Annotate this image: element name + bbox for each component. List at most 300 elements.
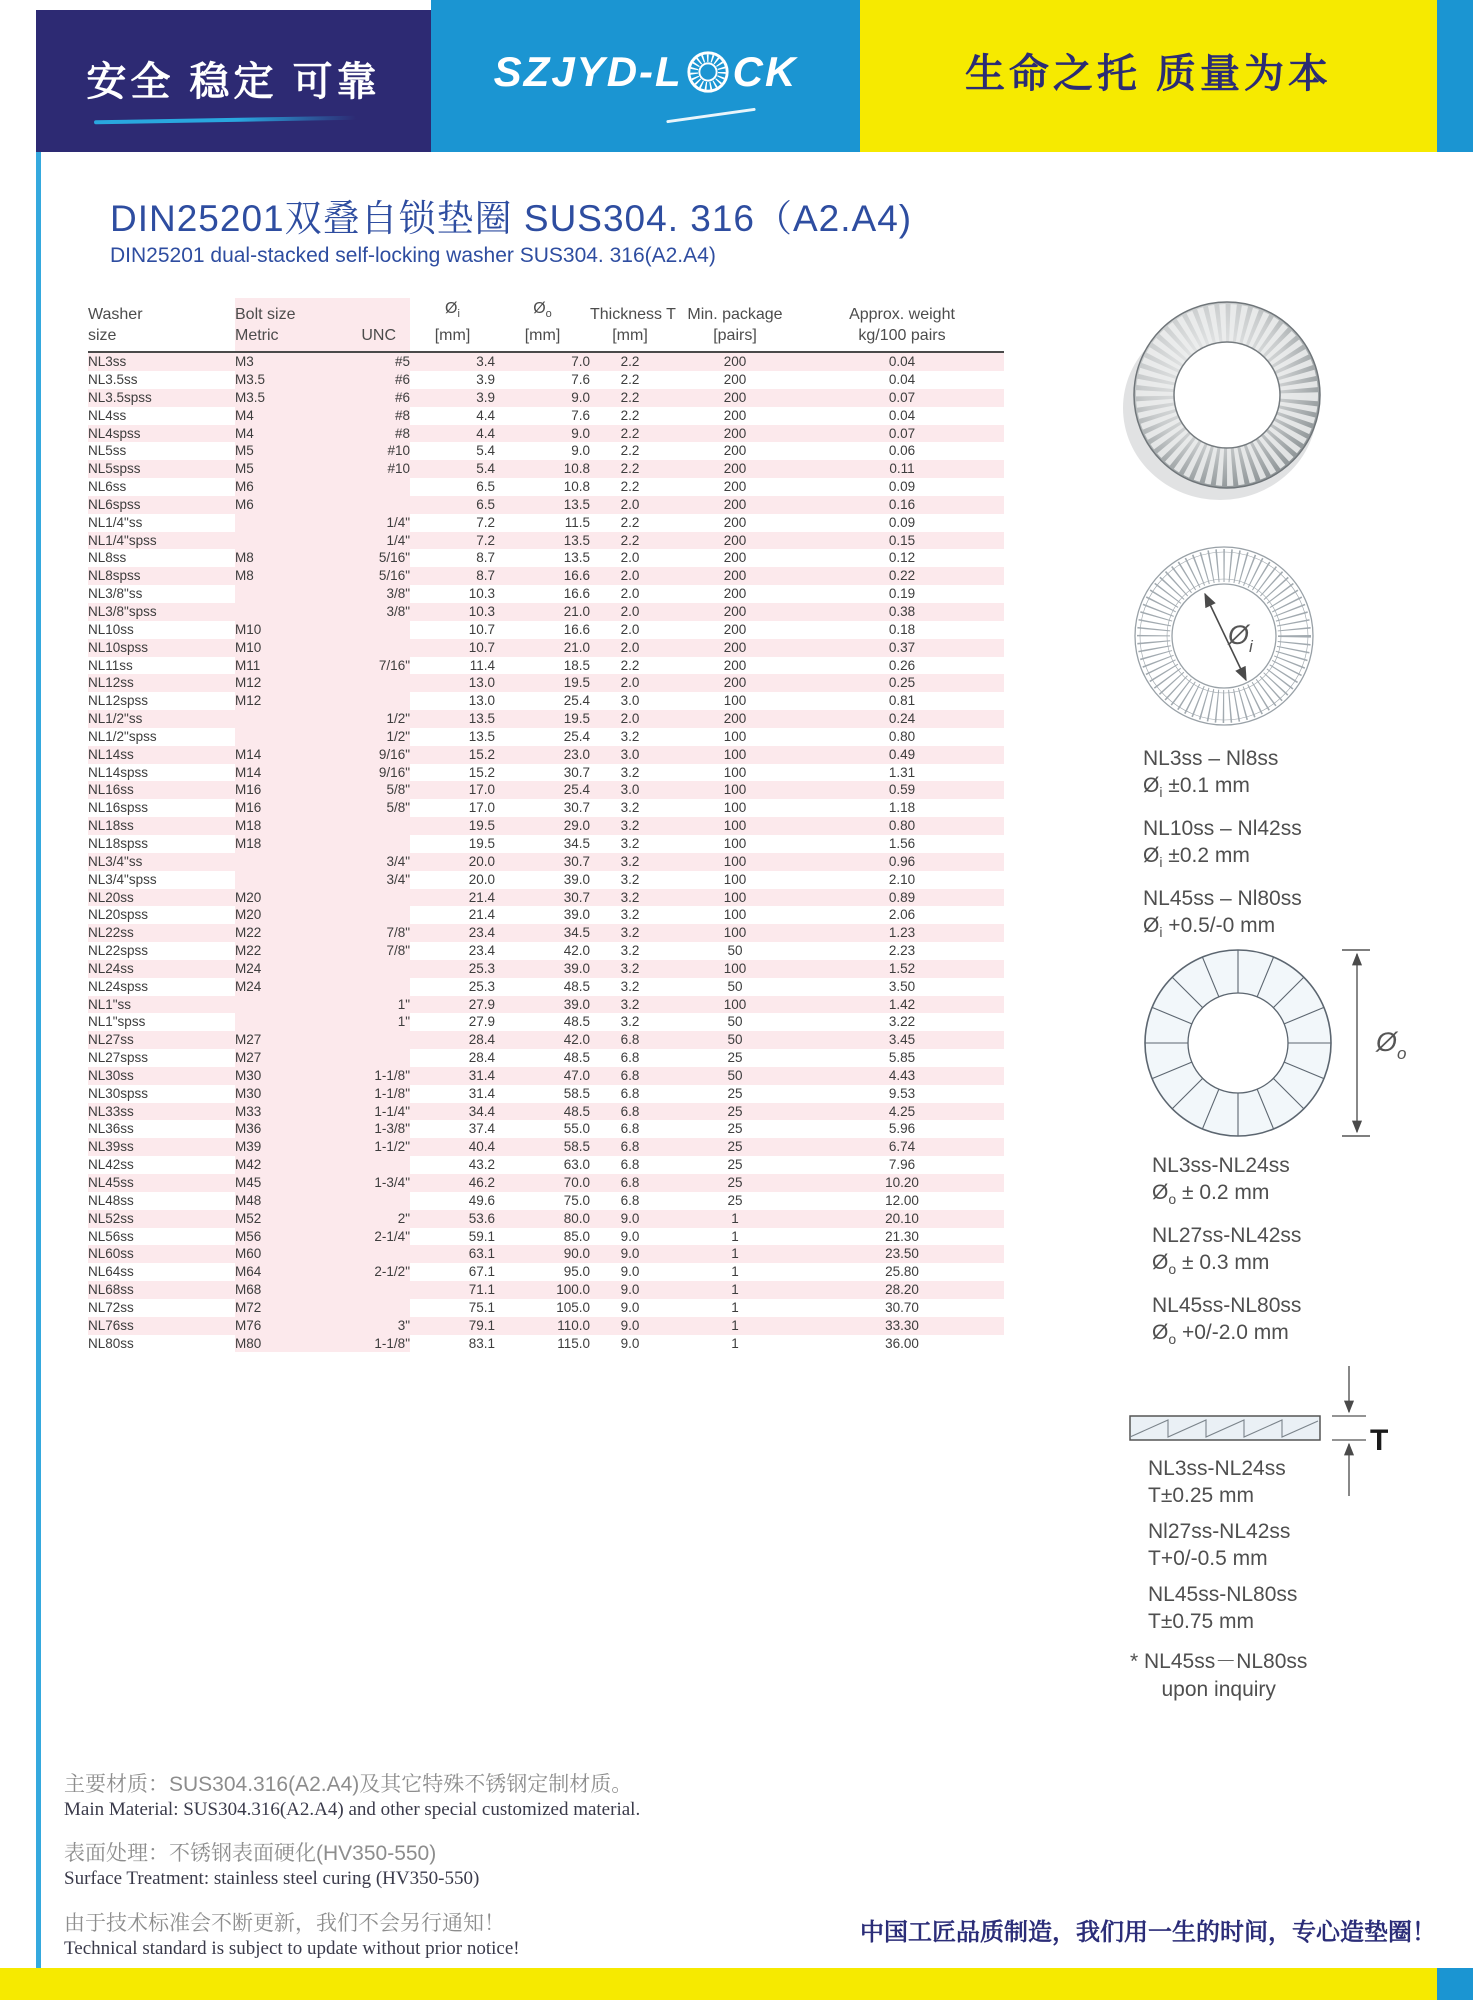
table-cell: #6 [315, 371, 410, 389]
table-cell [315, 889, 410, 907]
table-cell: 34.5 [495, 924, 590, 942]
table-row [88, 692, 1004, 710]
table-cell: 3.2 [590, 996, 670, 1014]
table-cell: M60 [235, 1245, 315, 1263]
table-cell: 1" [315, 996, 410, 1014]
table-cell: 28.20 [800, 1281, 1004, 1299]
table-cell: 11.5 [564, 514, 590, 530]
table-cell: NL36ss [88, 1121, 134, 1137]
table-cell: M22 [235, 942, 315, 960]
table-cell: 0.04 [800, 352, 1004, 371]
table-cell: 6.8 [620, 1050, 640, 1066]
table-cell: 10.7 [410, 639, 495, 657]
table-cell: 3.4 [410, 352, 495, 371]
table-cell: 200 [670, 389, 800, 407]
tolerance-note: Nl27ss-NL42ss T+0/-0.5 mm [1148, 1520, 1291, 1570]
table-cell: 25 [727, 1157, 743, 1173]
table-cell: M16 [235, 799, 315, 817]
washer-logo-icon [685, 49, 731, 95]
table-cell: 2.06 [888, 907, 916, 923]
table-row [88, 1156, 1004, 1174]
table-cell: 9.0 [590, 1245, 670, 1263]
table-cell: 27.9 [468, 1014, 495, 1030]
table-cell: 2.0 [620, 621, 640, 637]
table-cell [315, 835, 410, 853]
col-header-metric: Bolt size Metric [235, 298, 315, 352]
header-left-slogan: 安全 稳定 可靠 [86, 60, 381, 104]
table-cell: 85.0 [563, 1228, 590, 1244]
table-cell: NL56ss [88, 1228, 134, 1244]
table-cell: NL20spss [88, 907, 149, 923]
table-cell: M10 [235, 621, 315, 639]
table-cell: NL8ss [88, 550, 127, 566]
table-cell: 6.74 [800, 1138, 1004, 1156]
table-cell: 7.96 [888, 1157, 916, 1173]
table-cell: M16 [235, 781, 315, 799]
inquiry-note: * NL45ss－NL80ss upon inquiry [1130, 1650, 1308, 1701]
table-cell: 1 [670, 1281, 800, 1299]
table-cell: 25.4 [563, 728, 590, 744]
table-cell: 21.0 [495, 603, 590, 621]
table-cell: NL72ss [88, 1299, 134, 1315]
table-cell: 1-1/8" [315, 1067, 410, 1085]
table-cell: 1.56 [888, 835, 916, 851]
table-cell: NL10spss [88, 639, 235, 657]
table-cell: 200 [670, 496, 800, 514]
table-cell: 20.10 [800, 1210, 1004, 1228]
table-cell [315, 1281, 410, 1299]
table-cell: 9.53 [888, 1085, 916, 1101]
table-cell: 200 [723, 443, 747, 459]
table-cell: 2.0 [590, 567, 670, 585]
table-cell: NL18spss [88, 835, 149, 851]
svg-text:Øo: $Ø_o$ [1376, 1027, 1407, 1063]
table-cell: 75.1 [468, 1299, 495, 1315]
table-cell: NL3.5ss [88, 372, 138, 388]
table-row [88, 1067, 1004, 1085]
table-cell: M45 [235, 1174, 315, 1192]
table-cell: 9/16" [315, 746, 410, 764]
table-cell: 2.2 [620, 657, 640, 673]
table-cell: 2.2 [590, 389, 670, 407]
table-cell: 34.5 [563, 835, 590, 851]
table-row [88, 1192, 1004, 1210]
table-cell [315, 674, 410, 692]
table-cell: 5.85 [888, 1050, 916, 1066]
table-cell: 13.0 [468, 693, 495, 709]
table-row [88, 1013, 1004, 1031]
table-cell: NL30spss [88, 1085, 149, 1101]
logo-text-prefix: SZJYD-L [493, 48, 683, 95]
table-cell: M48 [235, 1192, 315, 1210]
table-cell: NL12spss [88, 693, 149, 709]
table-cell: 6.8 [590, 1103, 670, 1121]
table-cell: 100 [670, 781, 800, 799]
spec-table [88, 298, 1004, 1352]
table-cell: M14 [235, 764, 315, 782]
table-cell: 3.9 [476, 372, 495, 388]
table-cell [235, 871, 315, 889]
table-cell: M30 [235, 1067, 315, 1085]
table-cell: 2.23 [888, 943, 916, 959]
table-cell: 6.8 [590, 1067, 670, 1085]
table-cell: NL30ss [88, 1067, 235, 1085]
table-cell: 3.2 [590, 924, 670, 942]
table-cell: 19.5 [495, 674, 590, 692]
table-cell: 23.0 [495, 746, 590, 764]
table-cell: 100 [670, 960, 800, 978]
table-cell: NL52ss [88, 1210, 235, 1228]
table-cell: 200 [670, 352, 800, 371]
table-cell: 70.0 [495, 1174, 590, 1192]
table-cell: M8 [235, 549, 315, 567]
standard-note-en: Technical standard is subject to update without prior notice! [64, 1938, 520, 1959]
tolerance-note: NL27ss-NL42ss $Ø_o \pm 0.3$ mm [1152, 1224, 1302, 1278]
table-cell [315, 817, 410, 835]
table-cell: 50 [670, 1031, 800, 1049]
table-cell: 5/16" [315, 549, 410, 567]
table-cell: 10.3 [468, 586, 495, 602]
table-cell: M27 [235, 1031, 315, 1049]
table-row [88, 460, 1004, 478]
col-header-unc: UNC [315, 298, 410, 352]
table-row [88, 781, 1004, 799]
table-cell: 0.26 [888, 657, 916, 673]
standard-note-zh: 由于技术标准会不断更新，我们不会另行通知！ [64, 1912, 505, 1935]
table-cell: 100 [723, 800, 747, 816]
table-row [88, 478, 1004, 496]
table-cell: #10 [315, 442, 410, 460]
table-cell: NL6spss [88, 496, 235, 514]
table-cell: 0.80 [888, 728, 916, 744]
outer-diameter-diagram [1118, 943, 1418, 1148]
table-cell: 100 [670, 889, 800, 907]
table-cell: 23.4 [410, 924, 495, 942]
header-navy-block [36, 10, 431, 152]
table-cell: NL60ss [88, 1245, 235, 1263]
table-cell: 34.4 [410, 1103, 495, 1121]
table-cell [315, 1299, 410, 1317]
table-cell: 105.0 [556, 1299, 590, 1315]
table-cell: 2.2 [620, 479, 640, 495]
table-cell: 0.04 [888, 407, 916, 423]
table-cell: 2.2 [620, 407, 640, 423]
table-cell: M24 [235, 960, 315, 978]
table-row [88, 1263, 1004, 1281]
table-cell: 17.0 [410, 781, 495, 799]
table-cell: 13.5 [563, 550, 590, 566]
table-cell: 3.2 [590, 889, 670, 907]
material-note-zh: 主要材质：SUS304.316(A2.A4)及其它特殊不锈钢定制材质。 [64, 1773, 633, 1796]
table-cell: 1 [670, 1245, 800, 1263]
table-cell: NL5ss [88, 443, 127, 459]
tolerance-note: NL3ss-NL24ss $Ø_o \pm 0.2$ mm [1152, 1154, 1290, 1208]
table-cell: M39 [235, 1138, 315, 1156]
tolerance-note: NL45ss – Nl80ss $Ø_i +0.5/-0$ mm [1143, 887, 1302, 941]
table-cell: 63.0 [563, 1157, 590, 1173]
table-cell: NL14ss [88, 746, 235, 764]
table-cell: 25.3 [468, 978, 495, 994]
tolerance-note: NL3ss – Nl8ss $Ø_i \pm 0.1$ mm [1143, 747, 1279, 801]
table-row [88, 1174, 1004, 1192]
surface-note-zh: 表面处理：不锈钢表面硬化(HV350-550) [64, 1842, 437, 1865]
table-cell: 0.04 [888, 372, 916, 388]
table-cell: 15.2 [468, 764, 495, 780]
table-cell: 19.5 [410, 817, 495, 835]
table-row [88, 835, 1004, 853]
table-row [88, 906, 1004, 924]
spec-table-body [88, 352, 1004, 1352]
table-cell: 3.0 [590, 746, 670, 764]
table-row [88, 389, 1004, 407]
table-cell: 6.8 [590, 1174, 670, 1192]
table-cell: 21.0 [495, 639, 590, 657]
table-cell: #6 [315, 389, 410, 407]
table-cell: 2.10 [888, 871, 916, 887]
table-cell: 100 [723, 871, 747, 887]
table-cell: 200 [723, 479, 747, 495]
table-cell: 3.45 [800, 1031, 1004, 1049]
table-cell [315, 1245, 410, 1263]
table-cell: #8 [315, 407, 410, 425]
table-cell: 8.7 [476, 550, 495, 566]
table-cell: 18.5 [563, 657, 590, 673]
table-cell: 100 [723, 835, 747, 851]
table-cell [315, 960, 410, 978]
table-cell: NL3/4"ss [88, 853, 235, 871]
table-cell [235, 853, 315, 871]
table-cell: 28.4 [468, 1050, 495, 1066]
table-cell: 100 [723, 728, 747, 744]
table-cell: 3.2 [620, 871, 640, 887]
inner-diameter-diagram [1122, 538, 1326, 734]
table-cell: NL1/2"spss [88, 728, 157, 744]
table-cell: NL16spss [88, 800, 149, 816]
table-cell: 7/8" [315, 942, 410, 960]
table-cell: M52 [235, 1210, 315, 1228]
table-row [88, 1245, 1004, 1263]
table-row [88, 1281, 1004, 1299]
table-cell: 200 [670, 603, 800, 621]
table-cell [235, 728, 315, 746]
table-cell: M30 [235, 1085, 315, 1103]
table-cell: 6.8 [590, 1031, 670, 1049]
table-cell: 17.0 [468, 800, 495, 816]
table-row [88, 710, 1004, 728]
table-cell: 1.18 [888, 800, 916, 816]
svg-text:T: T [1370, 1424, 1389, 1457]
table-cell: 110.0 [495, 1317, 590, 1335]
table-cell: NL64ss [88, 1264, 134, 1280]
header-left-underline [94, 116, 356, 125]
table-row [88, 603, 1004, 621]
table-cell: 43.2 [468, 1157, 495, 1173]
table-cell: 40.4 [410, 1138, 495, 1156]
table-cell: 3.9 [410, 389, 495, 407]
table-cell [235, 532, 315, 550]
table-cell: 9.0 [590, 1281, 670, 1299]
table-cell: 25 [727, 1050, 743, 1066]
table-row [88, 1103, 1004, 1121]
table-row [88, 978, 1004, 996]
table-cell: 25 [727, 1192, 743, 1208]
table-cell: 100 [670, 746, 800, 764]
material-note-en: Main Material: SUS304.316(A2.A4) and other special customized material. [64, 1799, 641, 1820]
table-cell: NL3ss [88, 352, 235, 371]
table-cell: M20 [235, 889, 315, 907]
table-cell: NL68ss [88, 1281, 235, 1299]
table-cell: NL48ss [88, 1192, 134, 1208]
table-cell: NL8spss [88, 567, 235, 585]
table-cell: 200 [670, 532, 800, 550]
table-cell: 1 [731, 1335, 739, 1351]
surface-note-en: Surface Treatment: stainless steel curing (HV350-550) [64, 1868, 480, 1889]
table-cell: 200 [670, 639, 800, 657]
table-cell: 3.2 [620, 1014, 640, 1030]
table-cell: 25.3 [410, 960, 495, 978]
table-cell: 9/16" [315, 764, 410, 782]
table-cell: 30.7 [495, 889, 590, 907]
table-cell: 13.0 [410, 674, 495, 692]
washer-photo [1112, 292, 1348, 510]
table-cell: M5 [235, 460, 315, 478]
table-cell: NL45ss [88, 1174, 235, 1192]
table-cell: 2.0 [620, 586, 640, 602]
table-cell: 25.80 [885, 1264, 919, 1280]
table-cell: 31.4 [468, 1085, 495, 1101]
table-cell: 3/8" [315, 603, 410, 621]
col-header-outer-diameter: $Ø_o$ [mm] [495, 298, 590, 352]
table-cell: 10.3 [410, 603, 495, 621]
table-cell: 1-1/8" [315, 1085, 410, 1103]
table-cell: 11.4 [469, 657, 495, 673]
table-cell: 3" [315, 1317, 410, 1335]
table-cell: 1.31 [888, 764, 916, 780]
table-cell: 1 [731, 1228, 739, 1244]
table-cell: 200 [723, 550, 747, 566]
table-row [88, 1335, 1004, 1353]
col-header-washer: Washer size [88, 298, 235, 352]
table-cell: 100 [723, 907, 747, 923]
table-cell: 63.1 [410, 1245, 495, 1263]
table-cell: 5/8" [315, 799, 410, 817]
do-notes [1152, 1152, 1301, 1363]
table-cell: M3 [235, 352, 315, 371]
table-cell: M8 [235, 567, 315, 585]
table-cell: 4.4 [410, 425, 495, 443]
table-cell: NL27ss [88, 1031, 235, 1049]
table-cell: 3/4" [315, 853, 410, 871]
table-row [88, 871, 1004, 889]
table-cell [235, 603, 315, 621]
table-cell: 9.0 [495, 425, 590, 443]
table-cell: 95.0 [563, 1264, 590, 1280]
table-cell: 0.37 [800, 639, 1004, 657]
table-cell [315, 639, 410, 657]
table-cell [235, 710, 315, 728]
table-cell [235, 1013, 315, 1031]
table-cell: NL1"ss [88, 996, 235, 1014]
table-cell: NL42ss [88, 1157, 134, 1173]
table-row [88, 621, 1004, 639]
svg-text:Øi: $Ø_i$ [1228, 620, 1253, 656]
table-cell: 48.5 [495, 1103, 590, 1121]
table-cell: NL39ss [88, 1138, 235, 1156]
table-cell: 3.2 [590, 960, 670, 978]
table-cell: NL24spss [88, 978, 149, 994]
table-cell: 16.6 [495, 567, 590, 585]
table-cell: M4 [235, 425, 315, 443]
table-cell: 37.4 [468, 1121, 495, 1137]
table-cell: 49.6 [468, 1192, 495, 1208]
table-cell: 30.7 [563, 764, 590, 780]
table-cell [315, 621, 410, 639]
table-row [88, 442, 1004, 460]
table-cell: NL11ss [88, 657, 133, 673]
table-cell: 2.2 [590, 460, 670, 478]
table-cell: 39.0 [563, 907, 590, 923]
table-row [88, 746, 1004, 764]
table-cell: 1.23 [800, 924, 1004, 942]
table-cell: 200 [670, 567, 800, 585]
table-cell: 90.0 [495, 1245, 590, 1263]
table-cell: 2.2 [620, 443, 640, 459]
table-cell: 21.4 [468, 907, 495, 923]
table-cell: 7.2 [476, 514, 495, 530]
table-cell: 5.96 [888, 1121, 916, 1137]
table-cell: 0.07 [800, 389, 1004, 407]
table-cell: 200 [670, 460, 800, 478]
table-row [88, 585, 1004, 603]
table-cell: M33 [235, 1103, 315, 1121]
table-cell: 25 [670, 1174, 800, 1192]
table-cell: 3.0 [620, 693, 640, 709]
table-cell: 31.4 [410, 1067, 495, 1085]
page-title: DIN25201双叠自锁垫圈 SUS304. 316（A2.A4) [110, 198, 913, 239]
table-cell: 0.19 [888, 586, 916, 602]
table-cell: 25 [727, 1121, 743, 1137]
table-cell: 9.0 [620, 1264, 640, 1280]
table-cell: 7/8" [315, 924, 410, 942]
table-cell: 13.5 [495, 532, 590, 550]
table-cell: #5 [315, 352, 410, 371]
table-cell: 7.2 [410, 532, 495, 550]
table-cell: M4 [235, 407, 315, 425]
table-cell: 1" [315, 1013, 410, 1031]
table-cell: 1-3/4" [315, 1174, 410, 1192]
table-cell: NL22spss [88, 943, 149, 959]
table-cell: 19.5 [495, 710, 590, 728]
t-notes [1148, 1455, 1297, 1644]
table-cell: 59.1 [468, 1228, 495, 1244]
table-cell: 21.4 [410, 889, 495, 907]
table-cell: 3.0 [590, 781, 670, 799]
table-cell: M10 [235, 639, 315, 657]
table-cell: 55.0 [563, 1121, 590, 1137]
table-cell: NL3/8"spss [88, 603, 235, 621]
table-cell: 13.5 [410, 710, 495, 728]
table-cell: NL1/2"ss [88, 710, 235, 728]
table-cell: 28.4 [410, 1031, 495, 1049]
table-cell: #8 [315, 425, 410, 443]
table-row [88, 1120, 1004, 1138]
table-cell: 8.7 [410, 567, 495, 585]
table-row [88, 764, 1004, 782]
table-cell: 2.2 [620, 514, 640, 530]
table-cell: 25.4 [495, 781, 590, 799]
table-cell: 10.7 [468, 621, 495, 637]
table-cell: 3/4" [315, 871, 410, 889]
